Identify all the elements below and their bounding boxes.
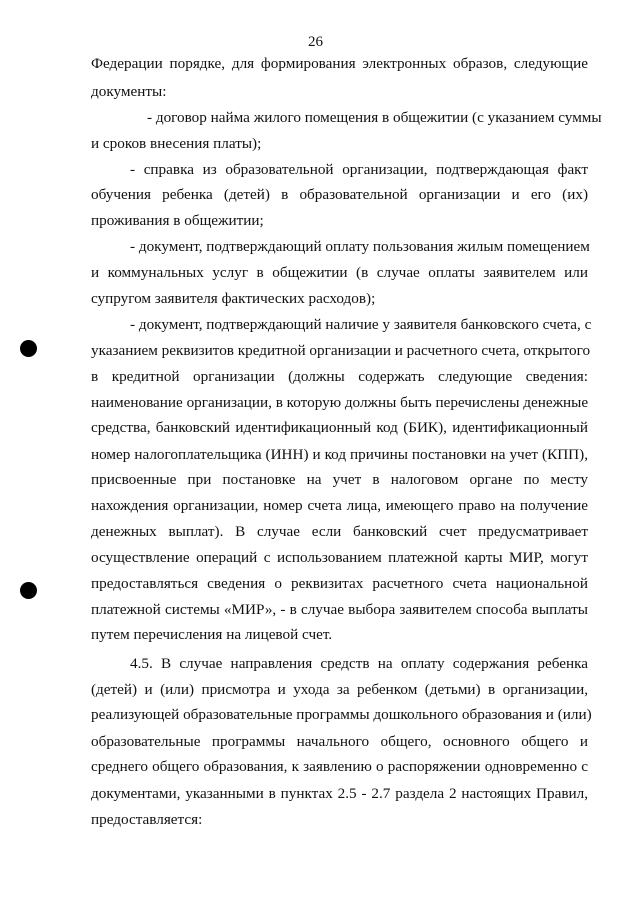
text-line: (детей) и (или) присмотра и ухода за ребенком (детьми) в организации, [91, 681, 588, 698]
text-line: документами, указанными в пунктах 2.5 - 2.7 раздела 2 настоящих Правил, [91, 785, 588, 802]
text-line: предоставляется: [91, 811, 203, 828]
text-line: и сроков внесения платы); [91, 135, 262, 152]
text-line: и коммунальных услуг в общежитии (в случае оплаты заявителем или [91, 264, 588, 281]
text-line: указанием реквизитов кредитной организации и расчетного счета, открытого [91, 342, 591, 359]
text-line: нахождения организации, номер счета лица, имеющего право на получение [91, 497, 588, 514]
text-line: предоставляться сведения о реквизитах расчетного счета национальной [91, 575, 588, 592]
text-line: - документ, подтверждающий оплату пользования жилым помещением [130, 238, 590, 255]
text-line: средства, банковский идентификационный код (БИК), идентификационный [91, 419, 588, 436]
text-line: Федерации порядке, для формирования электронных образов, следующие [91, 55, 588, 72]
text-line: - справка из образовательной организации, подтверждающая факт [130, 161, 588, 178]
text-line: образовательные программы начального общего, основного общего и [91, 733, 588, 750]
text-line: присвоенные при постановке на учет в налоговом органе по месту [91, 471, 588, 488]
text-line: среднего общего образования, к заявлению о распоряжении одновременно с [91, 758, 588, 775]
text-line: - документ, подтверждающий наличие у заявителя банковского счета, с [130, 316, 592, 333]
text-line: в кредитной организации (должны содержать следующие сведения: [91, 368, 588, 385]
punch-hole-mark [20, 582, 37, 599]
text-line: номер налогоплательщика (ИНН) и код причины постановки на учет (КПП), [91, 446, 588, 463]
page-number: 26 [308, 34, 323, 50]
text-line: 4.5. В случае направления средств на оплату содержания ребенка [130, 655, 588, 672]
text-line: осуществление операций с использованием платежной карты МИР, могут [91, 549, 588, 566]
punch-hole-mark [20, 340, 37, 357]
text-line: обучения ребенка (детей) в образовательной организации и его (их) [91, 186, 588, 203]
text-line: наименование организации, в которую должны быть перечислены денежные [91, 394, 589, 411]
text-line: супругом заявителя фактических расходов); [91, 290, 376, 307]
text-line: путем перечисления на лицевой счет. [91, 626, 333, 643]
text-line: платежной системы «МИР», - в случае выбора заявителем способа выплаты [91, 601, 588, 618]
text-line: реализующей образовательные программы дошкольного образования и (или) [91, 706, 592, 723]
text-line: - договор найма жилого помещения в общежитии (с указанием суммы [147, 109, 602, 126]
text-line: документы: [91, 83, 167, 100]
text-line: денежных выплат). В случае если банковский счет предусматривает [91, 523, 588, 540]
text-line: проживания в общежитии; [91, 212, 264, 229]
